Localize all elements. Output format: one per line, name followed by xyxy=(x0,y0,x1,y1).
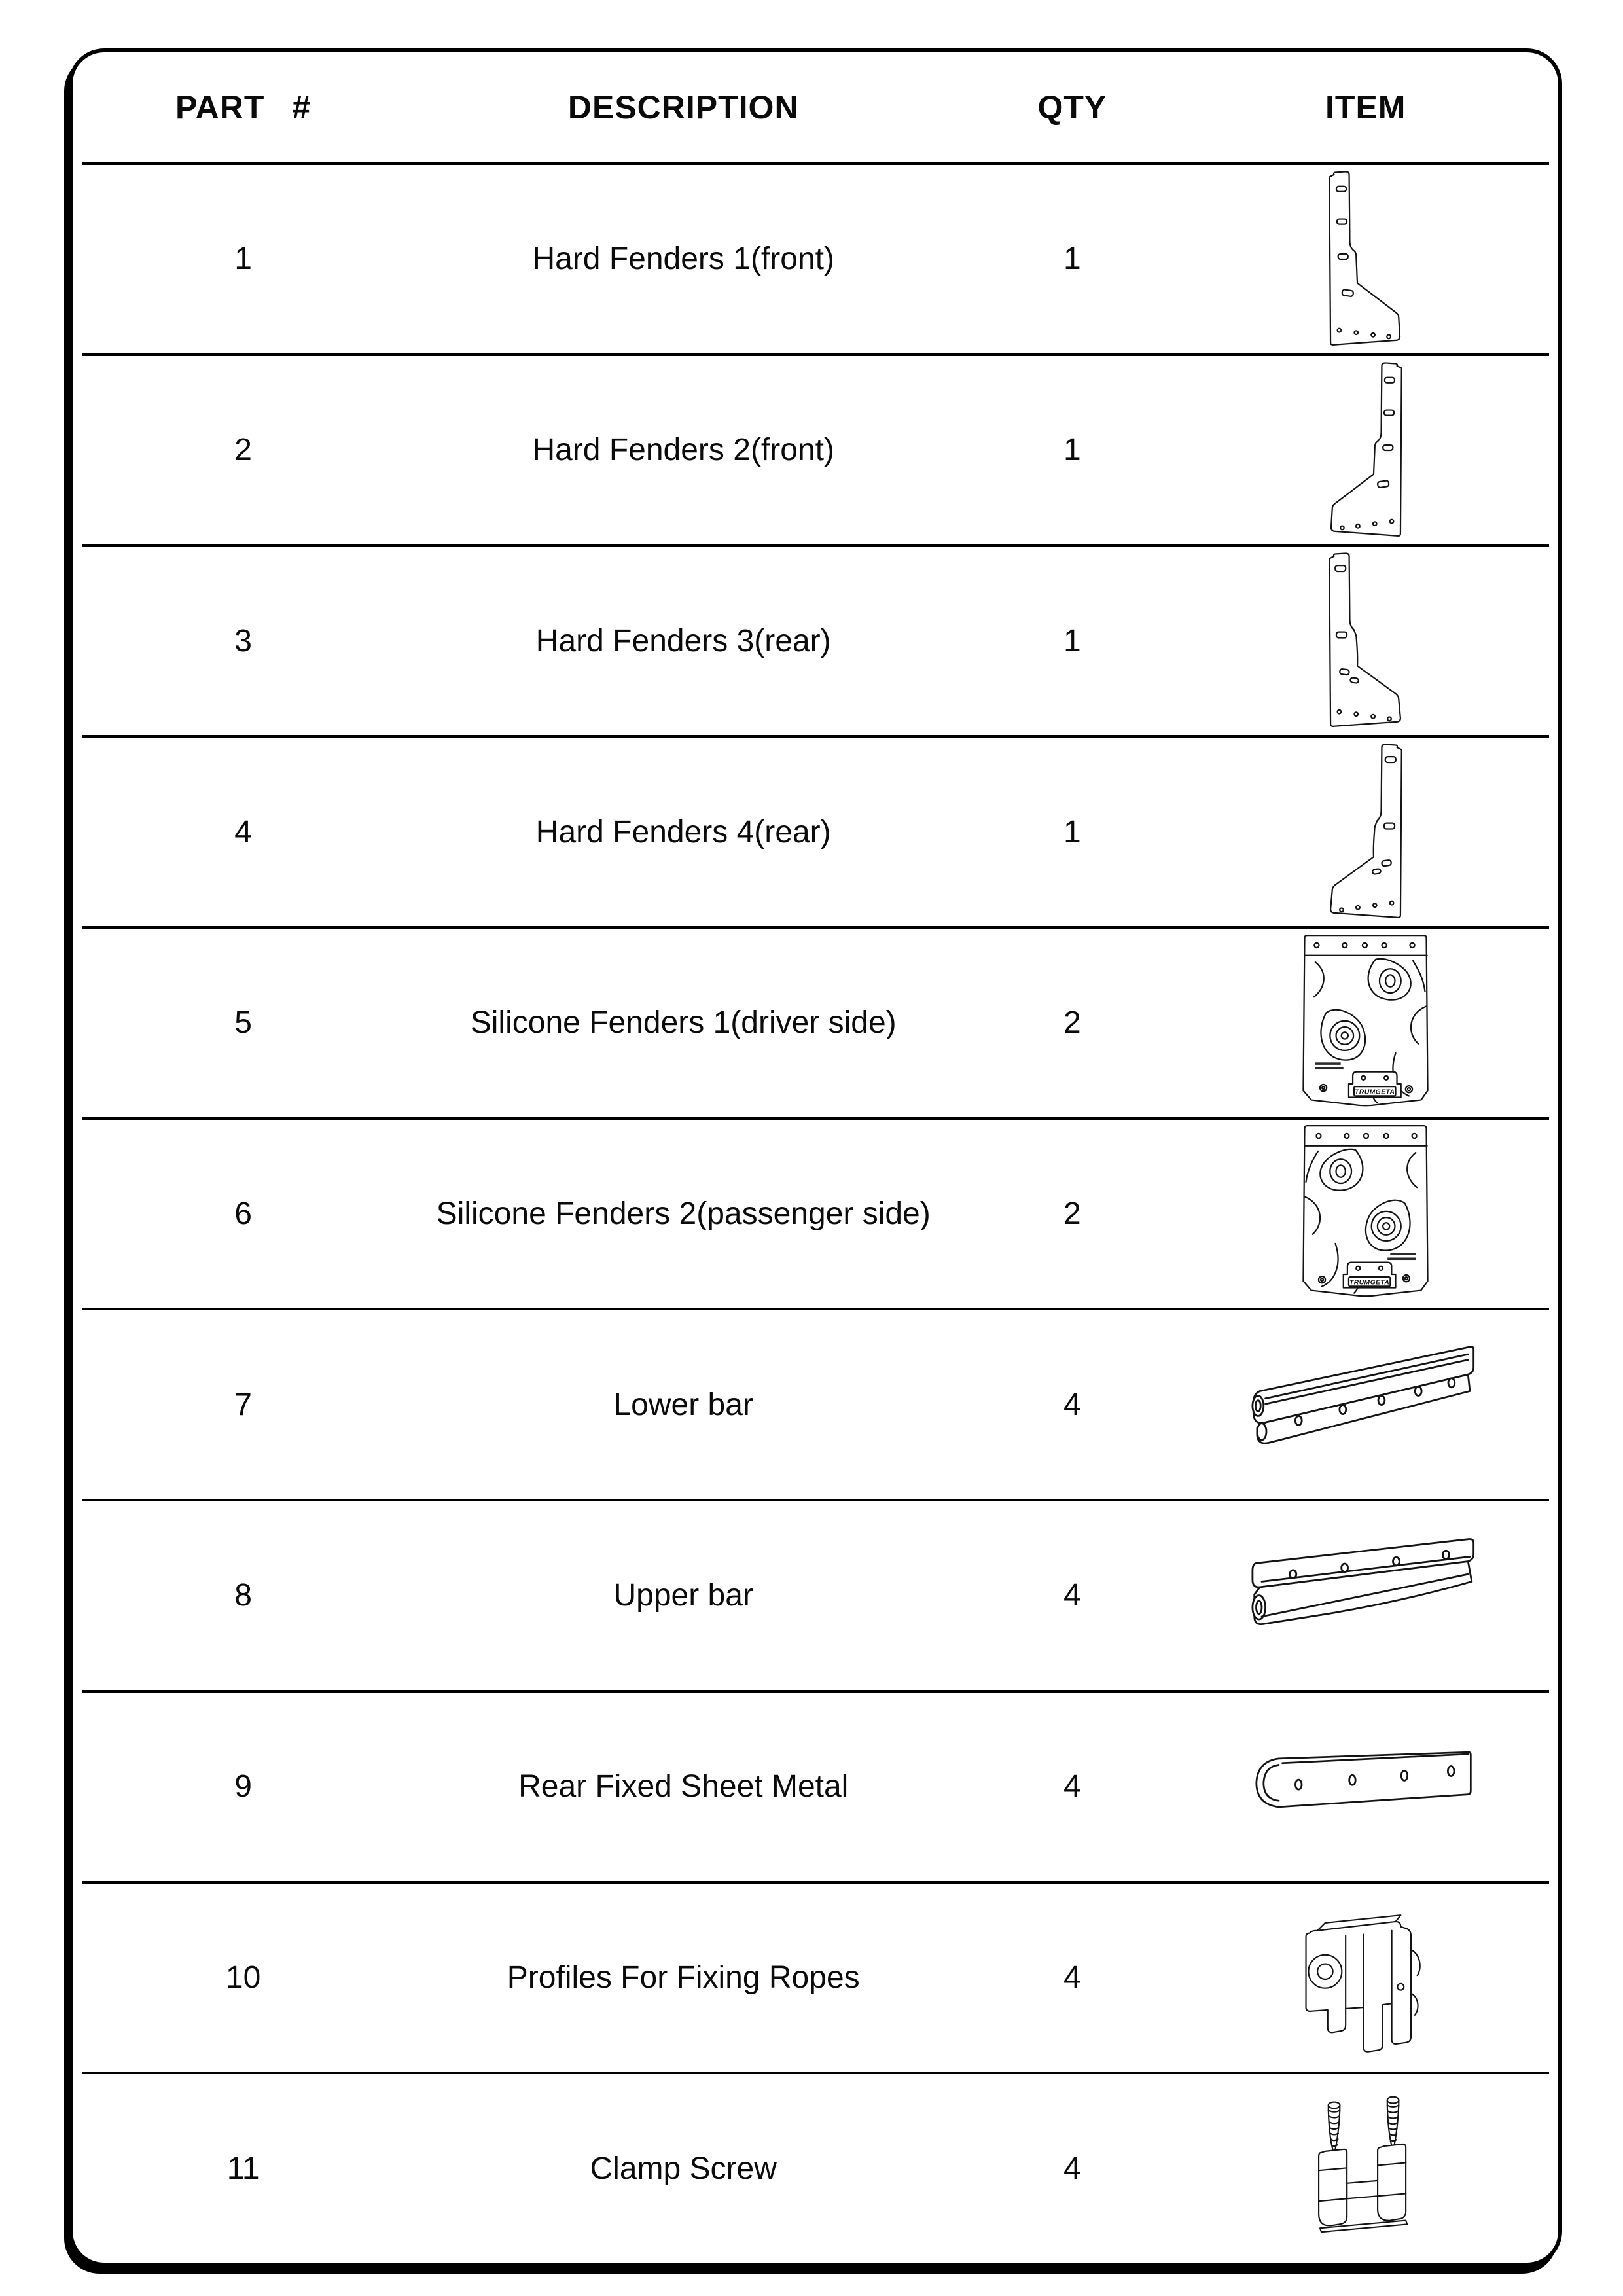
part-number: 10 xyxy=(225,1960,261,1995)
profiles-for-fixing-ropes-icon xyxy=(1292,1891,1439,2064)
part-description: Silicone Fenders 2(passenger side) xyxy=(436,1196,931,1231)
part-qty: 4 xyxy=(1063,1578,1081,1613)
part-number: 5 xyxy=(234,1005,252,1041)
silicone-fenders-2-icon xyxy=(1295,1123,1436,1304)
part-item-cell xyxy=(1182,547,1549,735)
table-row xyxy=(82,162,1549,353)
column-header-description: DESCRIPTION xyxy=(567,89,799,126)
hard-fenders-1-icon xyxy=(1308,169,1423,350)
column-header-qty: QTY xyxy=(1037,89,1107,126)
part-qty: 4 xyxy=(1063,1769,1081,1804)
hard-fenders-3-icon xyxy=(1308,550,1423,731)
part-description: Hard Fenders 1(front) xyxy=(532,242,834,277)
part-qty: 1 xyxy=(1063,242,1081,277)
part-item-cell xyxy=(1182,1693,1549,1881)
clamp-screw-icon xyxy=(1292,2089,1439,2249)
table-row xyxy=(82,2072,1549,2263)
part-qty: 2 xyxy=(1063,1196,1081,1231)
part-qty: 4 xyxy=(1063,1387,1081,1422)
rear-fixed-sheet-metal-icon xyxy=(1245,1737,1487,1836)
table-row xyxy=(82,1881,1549,2072)
part-number: 7 xyxy=(234,1387,252,1422)
part-description: Hard Fenders 2(front) xyxy=(532,433,834,468)
hard-fenders-2-icon xyxy=(1308,360,1423,541)
part-item-cell xyxy=(1182,2074,1549,2263)
part-description: Profiles For Fixing Ropes xyxy=(507,1960,860,1995)
table-row xyxy=(82,926,1549,1117)
part-qty: 1 xyxy=(1063,433,1081,468)
part-description: Hard Fenders 4(rear) xyxy=(535,814,831,850)
part-item-cell xyxy=(1182,929,1549,1117)
part-number: 2 xyxy=(234,433,252,468)
part-description: Lower bar xyxy=(613,1387,753,1422)
svg-text:TRUMGETA: TRUMGETA xyxy=(1355,1088,1395,1096)
silicone-fenders-1-icon xyxy=(1295,933,1436,1113)
part-item-cell xyxy=(1182,1501,1549,1690)
part-number: 3 xyxy=(234,623,252,658)
part-qty: 2 xyxy=(1063,1005,1081,1041)
part-number: 4 xyxy=(234,814,252,850)
part-item-cell xyxy=(1182,165,1549,353)
part-qty: 4 xyxy=(1063,1960,1081,1995)
part-description: Hard Fenders 3(rear) xyxy=(535,623,831,658)
part-item-cell xyxy=(1182,1884,1549,2072)
part-description: Upper bar xyxy=(613,1578,753,1613)
table-row xyxy=(82,1690,1549,1881)
svg-text:TRUMGETA: TRUMGETA xyxy=(1349,1279,1390,1287)
hard-fenders-4-icon xyxy=(1308,742,1423,922)
table-row xyxy=(82,353,1549,545)
part-description: Rear Fixed Sheet Metal xyxy=(518,1769,849,1804)
table-row xyxy=(82,1308,1549,1499)
part-number: 8 xyxy=(234,1578,252,1613)
part-item-cell xyxy=(1182,738,1549,926)
table-row xyxy=(82,544,1549,735)
part-number: 6 xyxy=(234,1196,252,1231)
part-description: Clamp Screw xyxy=(590,2151,777,2186)
part-number: 1 xyxy=(234,242,252,277)
part-item-cell xyxy=(1182,356,1549,545)
lower-bar-icon xyxy=(1241,1336,1490,1474)
part-qty: 4 xyxy=(1063,2151,1081,2186)
part-number: 9 xyxy=(234,1769,252,1804)
table-header xyxy=(82,52,1549,162)
part-number: 11 xyxy=(226,2151,260,2186)
table-row xyxy=(82,1117,1549,1308)
column-header-part xyxy=(82,88,404,126)
column-header-item: ITEM xyxy=(1325,89,1406,126)
part-description: Silicone Fenders 1(driver side) xyxy=(470,1005,897,1041)
parts-table xyxy=(69,48,1562,2267)
table-row xyxy=(82,735,1549,926)
upper-bar-icon xyxy=(1241,1526,1490,1664)
part-hash-label: # xyxy=(292,89,312,126)
table-row xyxy=(82,1499,1549,1690)
part-item-cell xyxy=(1182,1120,1549,1308)
part-qty: 1 xyxy=(1063,814,1081,850)
part-item-cell xyxy=(1182,1310,1549,1499)
part-header-label: PART xyxy=(175,89,265,126)
part-qty: 1 xyxy=(1063,623,1081,658)
